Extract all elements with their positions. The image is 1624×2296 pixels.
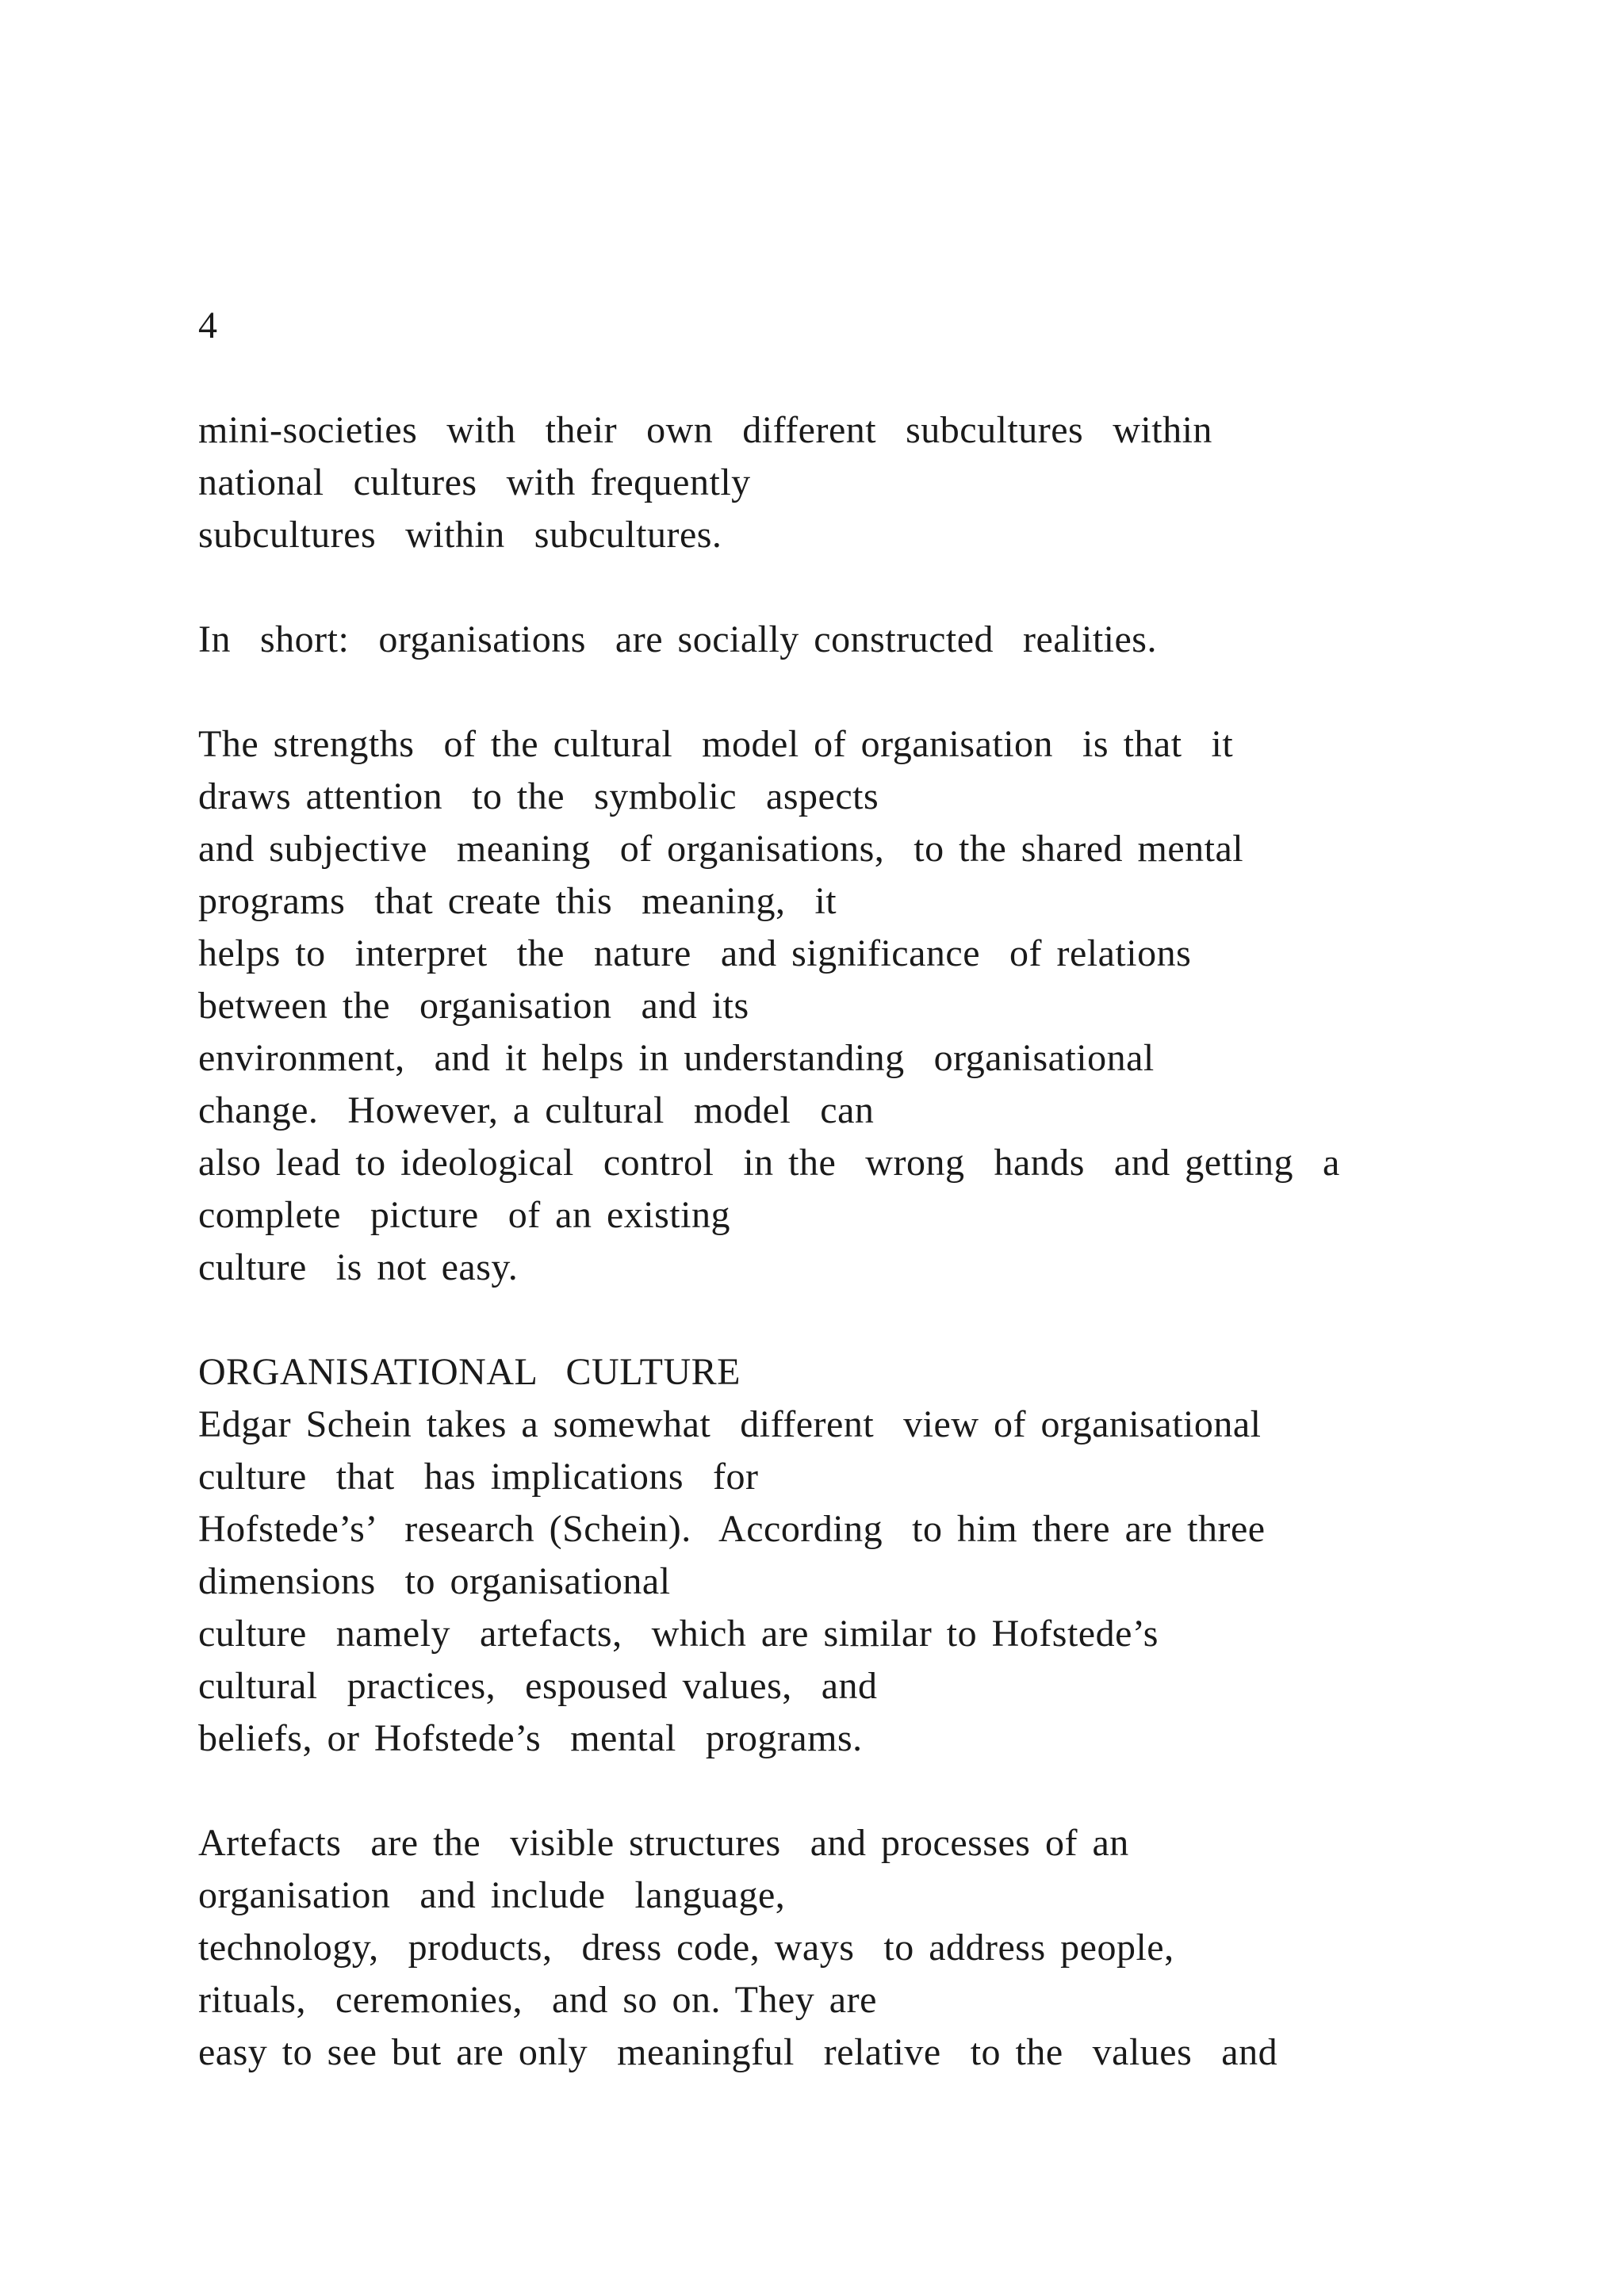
text-line: In short: organisations are socially constructed realities. bbox=[198, 618, 1157, 660]
text-line: Edgar Schein takes a somewhat different view of organisational bbox=[198, 1403, 1262, 1445]
text-line: culture namely artefacts, which are similar to Hofstede’s bbox=[198, 1613, 1159, 1655]
text-line: The strengths of the cultural model of organisation is that it bbox=[198, 723, 1234, 765]
text-line: dimensions to organisational bbox=[198, 1560, 671, 1602]
document-body bbox=[198, 300, 1610, 2079]
text-line: environment, and it helps in understanding organisational bbox=[198, 1037, 1155, 1079]
spacer bbox=[198, 352, 1610, 404]
paragraph-artefacts bbox=[198, 1817, 1610, 2079]
text-line: and subjective meaning of organisations, to the shared mental bbox=[198, 828, 1244, 870]
text-line: subcultures within subcultures. bbox=[198, 514, 722, 556]
text-line: culture that has implications for bbox=[198, 1456, 759, 1498]
text-line: also lead to ideological control in the wrong hands and getting a bbox=[198, 1142, 1340, 1184]
text-line: mini-societies with their own different subcultures within bbox=[198, 409, 1212, 451]
text-line: easy to see but are only meaningful relative to the values and bbox=[198, 2031, 1278, 2073]
spacer bbox=[198, 666, 1610, 718]
text-line: between the organisation and its bbox=[198, 985, 749, 1027]
text-line: national cultures with frequently bbox=[198, 461, 751, 503]
page-number: 4 bbox=[198, 304, 218, 346]
paragraph-in-short bbox=[198, 614, 1610, 666]
spacer bbox=[198, 1294, 1610, 1346]
section-heading: ORGANISATIONAL CULTURE bbox=[198, 1351, 741, 1393]
text-line: technology, products, dress code, ways to address people, bbox=[198, 1927, 1174, 1969]
text-line: rituals, ceremonies, and so on. They are bbox=[198, 1979, 877, 2021]
paragraph-subcultures bbox=[198, 404, 1610, 561]
text-line: organisation and include language, bbox=[198, 1874, 786, 1916]
text-line: Artefacts are the visible structures and processes of an bbox=[198, 1822, 1129, 1864]
text-line: helps to interpret the nature and significance of relations bbox=[198, 932, 1192, 974]
text-line: change. However, a cultural model can bbox=[198, 1089, 875, 1131]
text-line: draws attention to the symbolic aspects bbox=[198, 775, 879, 817]
spacer bbox=[198, 1765, 1610, 1817]
text-line: programs that create this meaning, it bbox=[198, 880, 837, 922]
text-line: cultural practices, espoused values, and bbox=[198, 1665, 878, 1707]
paragraph-organisational-culture bbox=[198, 1346, 1610, 1765]
text-line: culture is not easy. bbox=[198, 1246, 519, 1288]
paragraph-strengths bbox=[198, 718, 1610, 1294]
text-line: complete picture of an existing bbox=[198, 1194, 730, 1236]
text-line: beliefs, or Hofstede’s mental programs. bbox=[198, 1717, 863, 1759]
text-line: Hofstede’s’ research (Schein). According to him there are three bbox=[198, 1508, 1266, 1550]
spacer bbox=[198, 561, 1610, 614]
